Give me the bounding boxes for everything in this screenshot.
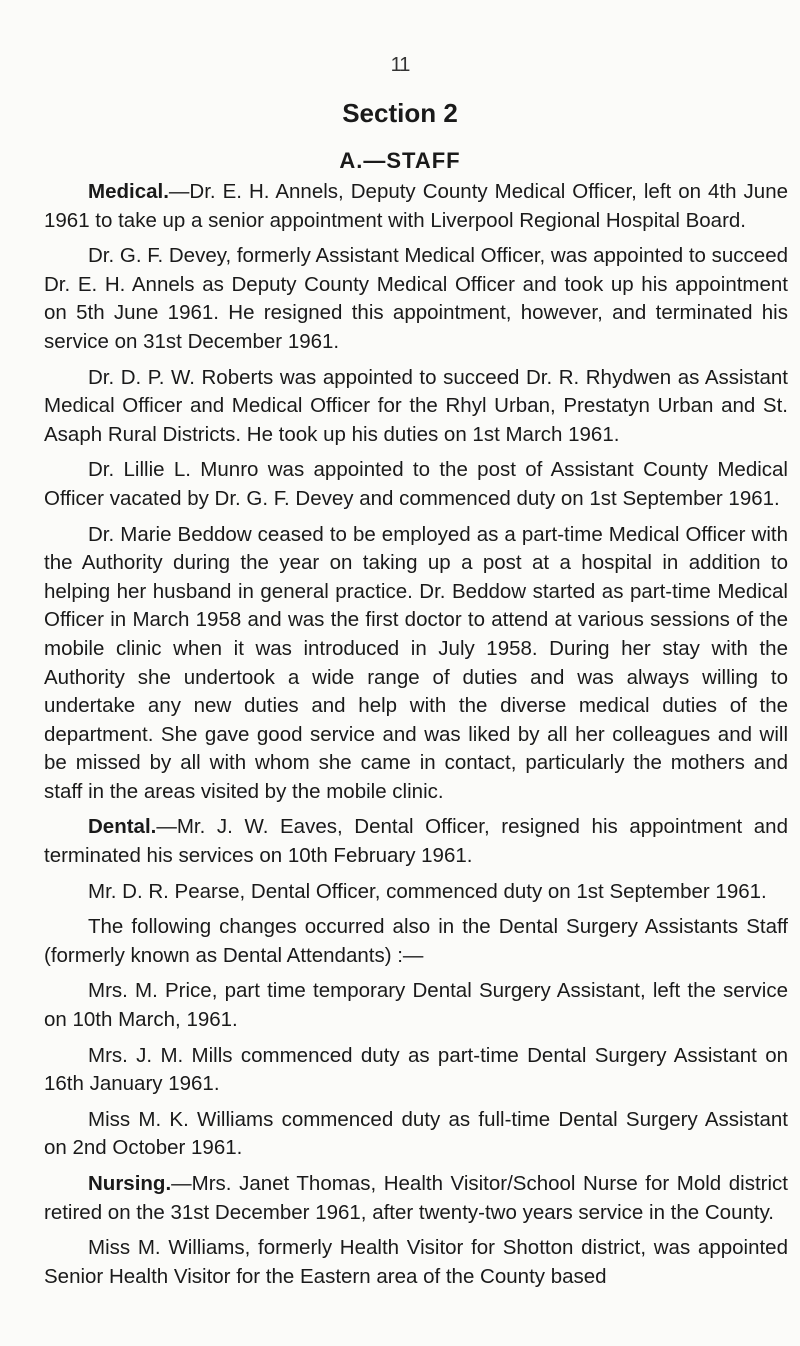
paragraph-price xyxy=(44,977,788,1034)
paragraph-williams-health xyxy=(44,1234,788,1291)
paragraph-beddow xyxy=(44,521,788,807)
paragraph-williams-dental xyxy=(44,1106,788,1163)
paragraph-text: Mr. D. R. Pearse, Dental Officer, commenced duty on 1st September 1961. xyxy=(88,879,767,903)
section-title: Section 2 xyxy=(342,98,458,128)
paragraph-pearse xyxy=(44,878,788,907)
page-number: 11 xyxy=(390,54,410,76)
paragraph-text: Miss M. K. Williams commenced duty as full-time Dental Surgery Assistant on 2nd October 1961. xyxy=(44,1107,788,1160)
paragraph-nursing xyxy=(44,1170,788,1227)
lead-term-nursing: Nursing. xyxy=(88,1172,172,1195)
staff-subheading: A.—STAFF xyxy=(339,148,461,173)
paragraph-text: Dr. D. P. W. Roberts was appointed to succeed Dr. R. Rhydwen as Assistant Medical Officer and Medical Officer for the Rhyl Urban, Prestatyn Urban and St. Asaph Rural Districts. He took up his duties on 1st March 1961. xyxy=(44,365,788,446)
body-text xyxy=(44,178,788,1298)
paragraph-text: Mrs. J. M. Mills commenced duty as part-time Dental Surgery Assistant on 16th January 1961. xyxy=(44,1043,788,1096)
paragraph-text: The following changes occurred also in the Dental Surgery Assistants Staff (formerly known as Dental Attendants) :— xyxy=(44,915,788,967)
paragraph-munro xyxy=(44,456,788,513)
lead-term-medical: Medical. xyxy=(88,180,169,203)
paragraph-devey xyxy=(44,242,788,356)
paragraph-text: Miss M. Williams, formerly Health Visitor for Shotton district, was appointed Senior Health Visitor for the Eastern area of the County based xyxy=(44,1236,788,1288)
paragraph-text: Dr. Lillie L. Munro was appointed to the post of Assistant County Medical Officer vacated by Dr. G. F. Devey and commenced duty on 1st September 1961. xyxy=(44,458,788,510)
paragraph-mills xyxy=(44,1042,788,1099)
paragraph-roberts xyxy=(44,364,788,450)
paragraph-text: Dr. G. F. Devey, formerly Assistant Medical Officer, was appointed to succeed Dr. E. H. Annels as Deputy County Medical Officer and took up his appointment on 5th June 1961. He resigned this appointment, however, and terminated his service on 31st December 1961. xyxy=(44,244,788,353)
paragraph-text: Dr. Marie Beddow ceased to be employed as a part-time Medical Officer with the Authority during the year on taking up a post at a hospital in addition to helping her husband in general practice. Dr. Beddow started as part-time Medical Officer in March 1958 and was the first doctor to attend at various sessions of the mobile clinic when it was introduced in July 1958. During her stay with the Authority she undertook a wide range of duties and was always willing to undertake any new duties and help with the diverse medical duties of the department. She gave good service and was liked by all her colleagues and will be missed by all with whom she came in contact, particularly the mothers and staff in the areas visited by the mobile clinic. xyxy=(44,522,788,803)
paragraph-text: Mrs. M. Price, part time temporary Dental Surgery Assistant, left the service on 10th March, 1961. xyxy=(44,979,788,1032)
paragraph-medical xyxy=(44,178,788,235)
paragraph-dental xyxy=(44,813,788,870)
paragraph-text: —Dr. E. H. Annels, Deputy County Medical Officer, left on 4th June 1961 to take up a senior appointment with Liverpool Regional Hospital Board. xyxy=(44,180,788,232)
paragraph-text: —Mrs. Janet Thomas, Health Visitor/School Nurse for Mold district retired on the 31st December 1961, after twenty-two years service in the County. xyxy=(44,1172,788,1224)
paragraph-dental-changes xyxy=(44,913,788,970)
lead-term-dental: Dental. xyxy=(88,815,157,839)
paragraph-text: —Mr. J. W. Eaves, Dental Officer, resigned his appointment and terminated his services on 10th February 1961. xyxy=(44,815,788,868)
